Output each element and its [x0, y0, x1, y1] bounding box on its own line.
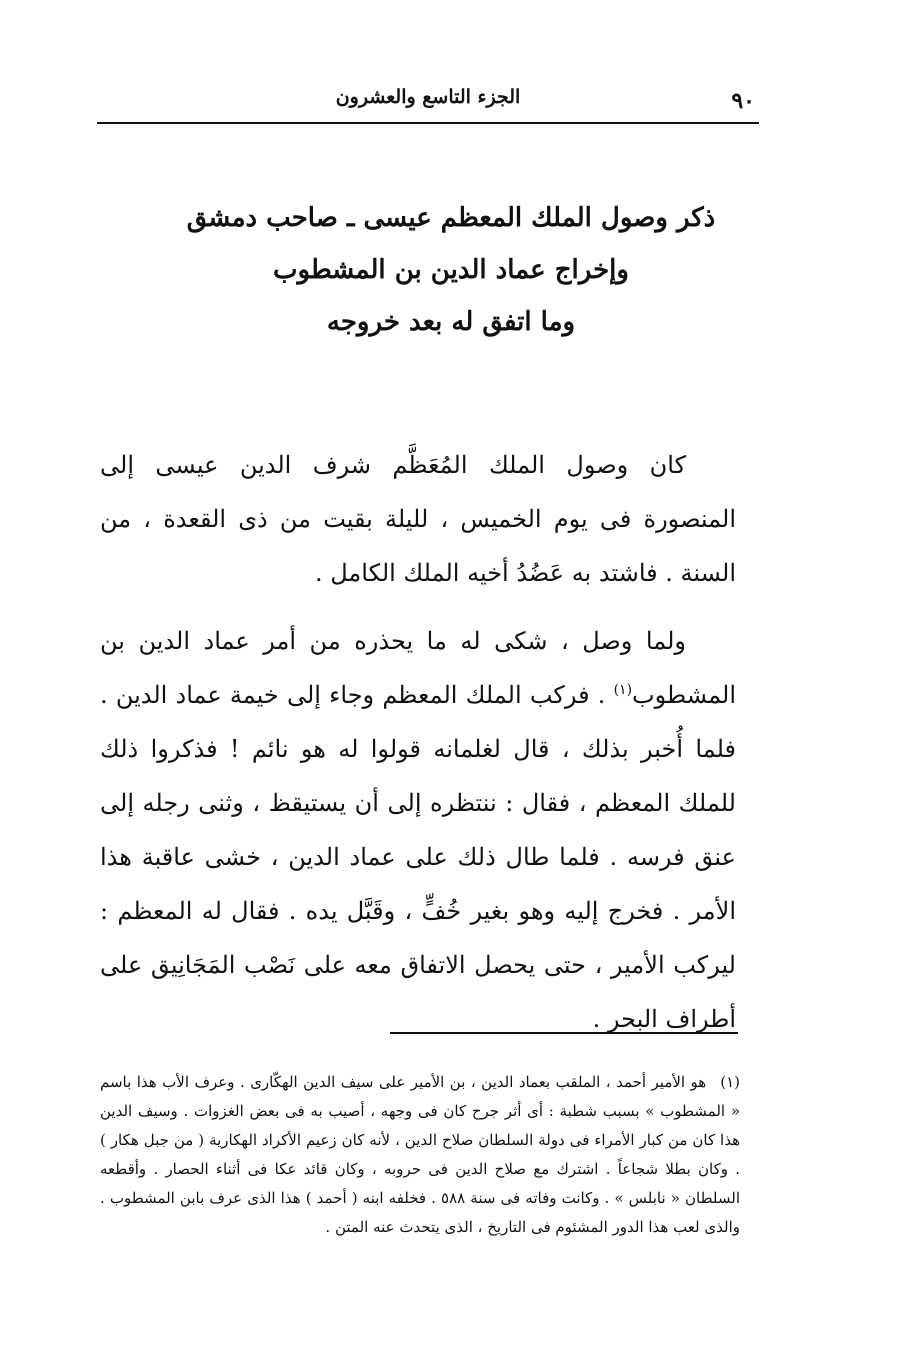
paragraph-1: كان وصول الملك المُعَظَّم شرف الدين عيسى إلى المنصورة فى يوم الخميس ، لليلة بقيت من ذى القعدة ، من السنة . فاشتد به عَضُدُ أخيه الملك الكامل .: [100, 451, 736, 587]
paragraph-2: [100, 614, 736, 1046]
footnote-text: هو الأمير أحمد ، الملقب بعماد الدين ، بن الأمير على سيف الدين الهكّارى . وعرف الأب هذا باسم « المشطوب » بسبب شطبة : أى أثر جرح كان فى وجهه ، أصيب به فى بعض الغزوات . وسيف الدين هذا كان من كبار الأمراء فى دولة السلطان صلاح الدين ، لأنه كان زعيم الأكراد الهكارية ( من جبل هكار ) . وكان بطلا شجاعاً . اشترك مع صلاح الدين فى حروبه ، وكان قائد عكا فى أثناء الحصار . وأقطعه السلطان « نابلس » . وكانت وفاته فى سنة ٥٨٨ . فخلفه ابنه ( أحمد ) هذا الذى عرف بابن المشطوب . والذى لعب هذا الدور المشئوم فى التاريخ ، الذى يتحدث عنه المتن .: [100, 1073, 741, 1236]
page-header: [97, 78, 759, 124]
paragraph-2-part-1: ولما وصل ، شكى له ما يحذره من أمر عماد الدين بن المشطوب: [100, 627, 736, 709]
footnote-reference: (١): [613, 682, 633, 698]
chapter-title-line-2: وإخراج عماد الدين بن المشطوب: [273, 255, 629, 285]
page-number: ٩٠: [731, 88, 755, 114]
body-text: [100, 438, 736, 1060]
footnote-separator: [390, 1032, 738, 1034]
chapter-title-line-3: وما اتفق له بعد خروجه: [326, 307, 576, 337]
footnote-number: (١): [720, 1073, 740, 1091]
footnote: [100, 1068, 740, 1242]
chapter-title-line-1: ذكر وصول الملك المعظم عيسى ـ صاحب دمشق: [186, 203, 716, 233]
chapter-title: [120, 192, 782, 348]
paragraph-2-part-2: . فركب الملك المعظم وجاء إلى خيمة عماد الدين . فلما أُخبر بذلك ، قال لغلمانه قولوا له هو نائم ! فذكروا ذلك للملك المعظم ، فقال : ننتظره إلى أن يستيقظ ، وثنى رجله إلى عنق فرسه . فلما طال ذلك على عماد الدين ، خشى عاقبة هذا الأمر . فخرج إليه وهو بغير خُفٍّ ، وقَبَّل يده . فقال له المعظم : ليركب الأمير ، حتى يحصل الاتفاق معه على نَصْب المَجَانِيق على أطراف البحر .: [100, 681, 736, 1033]
running-title: الجزء التاسع والعشرون: [335, 86, 521, 108]
